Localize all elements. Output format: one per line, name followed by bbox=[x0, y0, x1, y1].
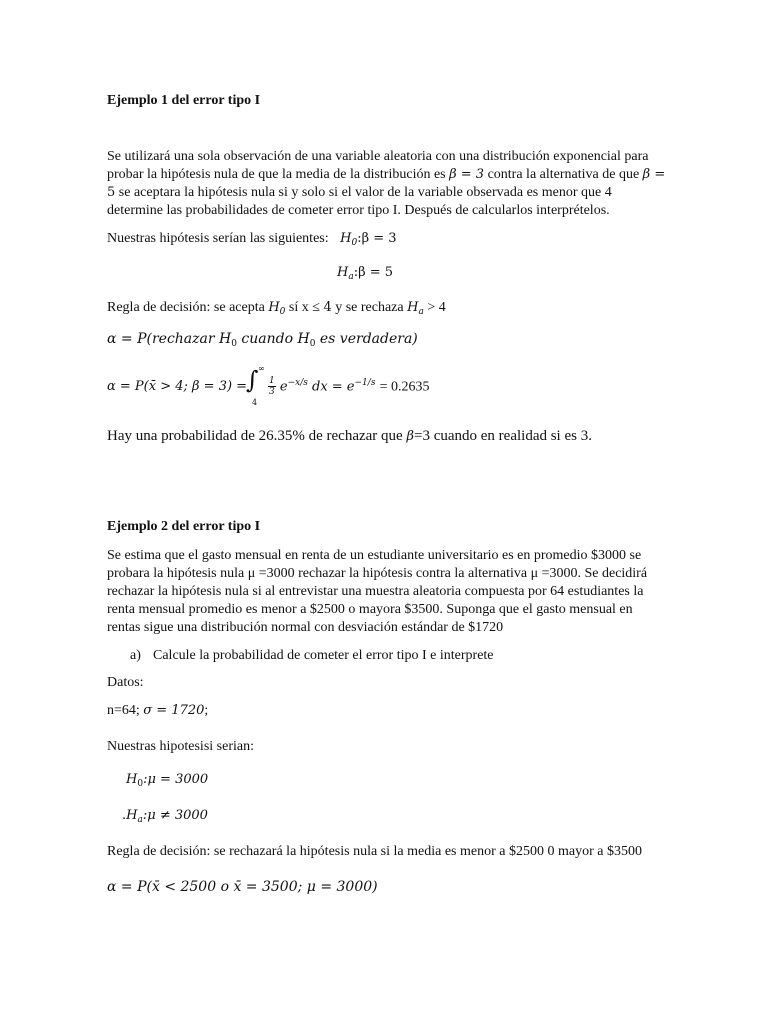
example-1-title: Ejemplo 1 del error tipo I bbox=[107, 93, 261, 108]
ex1-rule-ha: $H_a$ bbox=[407, 300, 424, 317]
ex1-paragraph-line-1: Se utilizará una sola observación de una variable aleatoria con una distribución exponencial para bbox=[107, 149, 649, 164]
ex2-item-a-marker: a) bbox=[130, 648, 141, 663]
ex2-paragraph-line-4: renta mensual promedio es menor a $2500 o mayora $3500. Suponga que el gasto mensual en bbox=[107, 602, 633, 617]
ex1-alpha-definition: α = P(rechazar $H_0$ cuando $H_0$ es verdadera) bbox=[107, 331, 418, 349]
ex2-decision-rule: Regla de decisión: se rechazará la hipótesis nula si la media es menor a $2500 0 mayor a $3500 bbox=[107, 844, 642, 859]
ex1-paragraph-line-3: 5 se aceptara la hipótesis nula si y solo si el valor de la variable observada es menor que 4 bbox=[107, 185, 612, 200]
ex1-paragraph-line-4: determine las probabilidades de cometer error tipo I. Después de calcularlos interprételos. bbox=[107, 203, 610, 218]
integral-sign: ∫ bbox=[246, 366, 259, 394]
ex1-integrand: $\frac{1}{3}$ $e^{-x/s}$ dx = $e^{-1/s} = 0.2635$ bbox=[269, 376, 430, 398]
ex1-ha: $H_a:\beta = 5$ bbox=[337, 265, 394, 282]
integral-lower-limit: 4 bbox=[252, 398, 258, 407]
ex1-conclusion: Hay una probabilidad de 26.35% de rechazar que β=3 cuando en realidad si es 3. bbox=[107, 428, 592, 444]
ex1-decision-rule: Regla de decisión: se acepta $H_0$ sí x ≤ 4 y se rechaza $H_a > 4$ bbox=[107, 300, 446, 317]
ex2-h0: $H_0:\mu = 3000$ bbox=[126, 772, 209, 789]
example-2-title: Ejemplo 2 del error tipo I bbox=[107, 519, 261, 534]
ex2-paragraph-line-5: rentas sigue una distribución normal con desviación estándar de $1720 bbox=[107, 620, 504, 635]
ex2-ha: $.H_a:\mu \ne 3000$ bbox=[122, 808, 208, 825]
ex2-alpha-expression: α = P(x̄ < 2500 o x̄ = 3500; μ = 3000) bbox=[107, 879, 378, 895]
ex1-calc-left: α = P(x̄ > 4; β = 3) = bbox=[107, 379, 248, 394]
ex2-hypotheses-intro: Nuestras hipotesisi serian: bbox=[107, 739, 254, 754]
ex1-h0: $H_0:\beta = 3$ bbox=[340, 231, 397, 248]
integral-upper-limit: ∞ bbox=[258, 364, 265, 373]
integrand-fraction: $\frac{1}{3}$ bbox=[269, 376, 275, 398]
ex2-paragraph-line-3: rechazar la hipótesis nula si al entrevistar una muestra aleatoria compuesta por 64 estudiantes la bbox=[107, 584, 644, 599]
ex2-paragraph-line-1: Se estima que el gasto mensual en renta de un estudiante universitario es en promedio $3000 se bbox=[107, 548, 642, 563]
ex1-rule-h0: $H_0$ bbox=[268, 300, 286, 317]
ex2-item-a-text: Calcule la probabilidad de cometer el error tipo I e interprete bbox=[153, 648, 494, 663]
ex1-hypotheses-intro: Nuestras hipótesis serían las siguientes: $H_0:\beta = 3$ bbox=[107, 231, 397, 248]
ex1-paragraph-line-2: probar la hipótesis nula de que la media de la distribución es β = 3 contra la alternativa de que β = bbox=[107, 167, 666, 182]
ex2-paragraph-line-2: probara la hipótesis nula μ =3000 rechazar la hipótesis contra la alternativa μ =3000. Se decidirá bbox=[107, 566, 648, 581]
ex2-datos-values: n=64; σ = 1720; bbox=[107, 703, 209, 718]
ex2-datos-label: Datos: bbox=[107, 675, 144, 690]
